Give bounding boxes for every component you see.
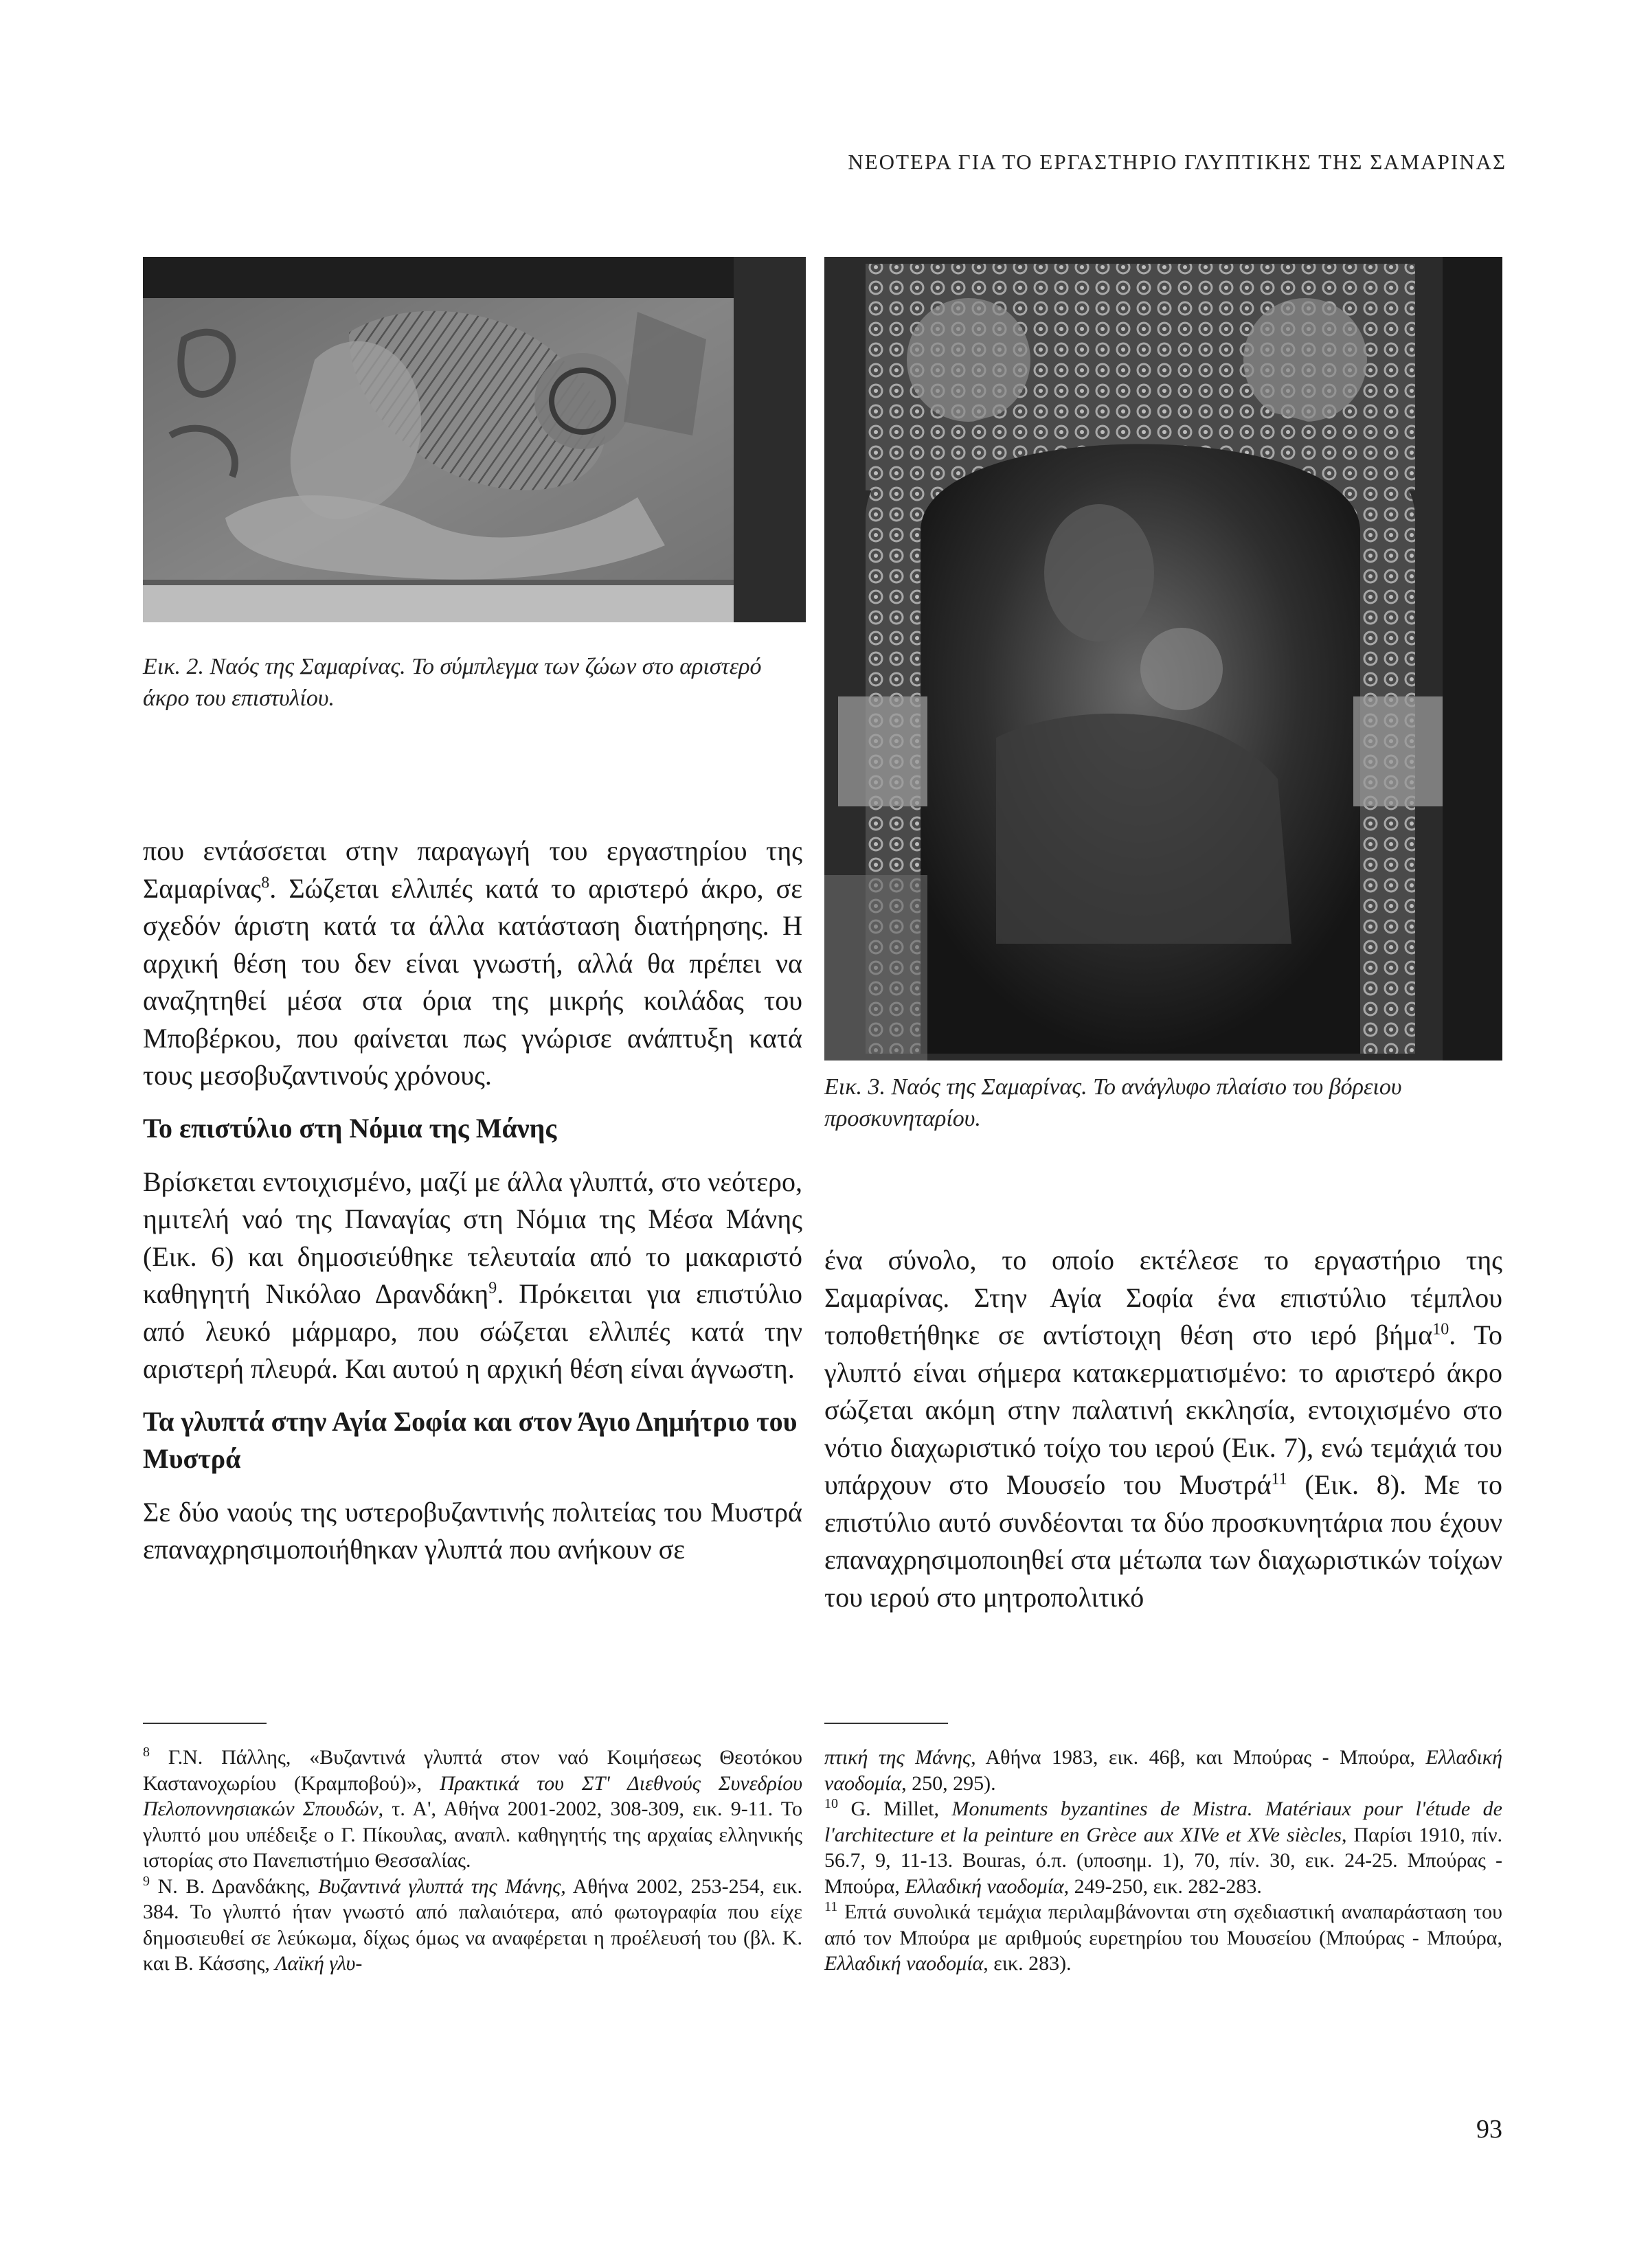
footnote-9-continued: πτική της Μάνης, Αθήνα 1983, εικ. 46β, και Μπούρας - Μπούρα, Ελλαδική ναοδομία, 250, 295). [824, 1746, 1502, 1795]
left-text-column [143, 832, 802, 1569]
figure-3-photo [824, 257, 1502, 1061]
page-number: 93 [1476, 2115, 1502, 2144]
figure-3-caption: Εικ. 3. Ναός της Σαμαρίνας. Το ανάγλυφο πλαίσιο του βόρειου προσκυνηταρίου. [824, 1074, 1402, 1131]
paragraph: Βρίσκεται εντοιχισμένο, μαζί με άλλα γλυπτά, στο νεότερο, ημιτελή ναό της Παναγίας στη Νόμια της Μέσα Μάνης (Εικ. 6) και δημοσιεύθηκε τελευταία από το μακαριστό καθηγητή Νικόλαο Δρανδάκη$^9$. Πρόκειται για επιστύλιο από λευκό μάρμαρο, που σώζεται ελλιπές κατά την αριστερή πλευρά. Και αυτού η αρχική θέση είναι άγνωστη. [143, 1166, 802, 1384]
footnote-ref: 11 [1271, 1470, 1287, 1488]
right-text-column [824, 1242, 1502, 1616]
footnotes-left [143, 1745, 802, 1977]
paragraph: ένα σύνολο, το οποίο εκτέλεσε το εργαστήριο της Σαμαρίνας. Στην Αγία Σοφία ένα επιστύλιο τέμπλου τοποθετήθηκε σε αντίστοιχη θέση στο ιερό βήμα$^{10}$. Το γλυπτό είναι σήμερα κατακερματισμένο: το αριστερό άκρο σώζεται ακόμη στην παλατινή εκκλησία, εντοιχισμένο στο νότιο διαχωριστικό τοίχο του ιερού (Εικ. 7), ενώ τεμάχιά του υπάρχουν στο Μουσείο του Μυστρά$^{11}$ (Εικ. 8). Με το επιστύλιο αυτό συνδέονται τα δύο προσκυνητάρια που έχουν επαναχρησιμοποιηθεί στα μέτωπα των διαχωριστικών τοίχων του ιερού στο μητροπολιτικό [824, 1245, 1502, 1613]
footnote-ref: 8 [261, 874, 270, 892]
figure-2-photo [143, 257, 806, 622]
proskynetarion-frame-image [824, 257, 1502, 1061]
footnote-11: $^{11}$ Επτά συνολικά τεμάχια περιλαμβάνονται στη σχεδιαστική αναπαράσταση του από τον Μπούρα με αριθμούς ευρετηρίου του Μουσείου (Μπούρας - Μπούρα, Ελλαδική ναοδομία, εικ. 283). [824, 1899, 1502, 1975]
footnote-ref: 10 [1432, 1320, 1449, 1339]
section-heading: Το επιστύλιο στη Νόμια της Μάνης [143, 1112, 557, 1144]
footnote-9: $^9$ Ν. Β. Δρανδάκης, Βυζαντινά γλυπτά της Μάνης, Αθήνα 2002, 253-254, εικ. 384. Το γλυπτό ήταν γνωστό από παλαιότερα, από φωτογραφία που είχε δημοσιευθεί σε λεύκωμα, δίχως όμως να αναφέρεται η προέλευσή του (βλ. Κ. και Β. Κάσσης, Λαϊκή γλυ- [143, 1873, 802, 1975]
relief-animals-image [143, 257, 806, 622]
section-heading: Τα γλυπτά στην Αγία Σοφία και στον Άγιο Δημήτριο του Μυστρά [143, 1405, 798, 1474]
footnote-8: $^8$ Γ.Ν. Πάλλης, «Βυζαντινά γλυπτά στον ναό Κοιμήσεως Θεοτόκου Καστανοχωρίου (Κραμποβού)», Πρακτικά του ΣΤ' Διεθνούς Συνεδρίου Πελοποννησιακών Σπουδών, τ. Α', Αθήνα 2001-2002, 308-309, εικ. 9-11. Το γλυπτό μου υπέδειξε ο Γ. Πίκουλας, αναπλ. καθηγητής της αρχαίας ελληνικής ιστορίας στο Πανεπιστήμιο Θεσσαλίας. [143, 1745, 803, 1872]
footnote-divider [143, 1723, 267, 1724]
running-head: ΝΕΟΤΕΡΑ ΓΙΑ ΤΟ ΕΡΓΑΣΤΗΡΙΟ ΓΛΥΠΤΙΚΗΣ ΤΗΣ ΣΑΜΑΡΙΝΑΣ [848, 150, 1506, 174]
footnote-ref: 9 [488, 1279, 497, 1297]
paragraph: που εντάσσεται στην παραγωγή του εργαστηρίου της Σαμαρίνας$^8$. Σώζεται ελλιπές κατά το αριστερό άκρο, σε σχεδόν άριστη κατά τα άλλα κατάσταση διατήρησης. Η αρχική θέση του δεν είναι γνωστή, αλλά θα πρέπει να αναζητηθεί μέσα στα όρια της μικρής κοιλάδας του Μποβέρκου, που φαίνεται πως γνώρισε ανάπτυξη κατά τους μεσοβυζαντινούς χρόνους. [143, 835, 802, 1091]
footnote-divider [824, 1723, 948, 1724]
footnote-10: $^{10}$ G. Millet, Monuments byzantines de Mistra. Matériaux pour l'étude de l'architecture et la peinture en Grèce aux XIVe et XVe siècles, Παρίσι 1910, πίν. 56.7, 9, 11-13. Bouras, ό.π. (υποσημ. 1), 70, πίν. 30, εικ. 24-25. Μπούρας - Μπούρα, Ελλαδική ναοδομία, 249-250, εικ. 282-283. [824, 1796, 1503, 1898]
footnotes-right [824, 1745, 1502, 1977]
paragraph: Σε δύο ναούς της υστεροβυζαντινής πολιτείας του Μυστρά επαναχρησιμοποιήθηκαν γλυπτά που ανήκουν σε [143, 1496, 802, 1565]
figure-2-caption: Εικ. 2. Ναός της Σαμαρίνας. Το σύμπλεγμα των ζώων στο αριστερό άκρο του επιστυλίου. [143, 654, 762, 711]
